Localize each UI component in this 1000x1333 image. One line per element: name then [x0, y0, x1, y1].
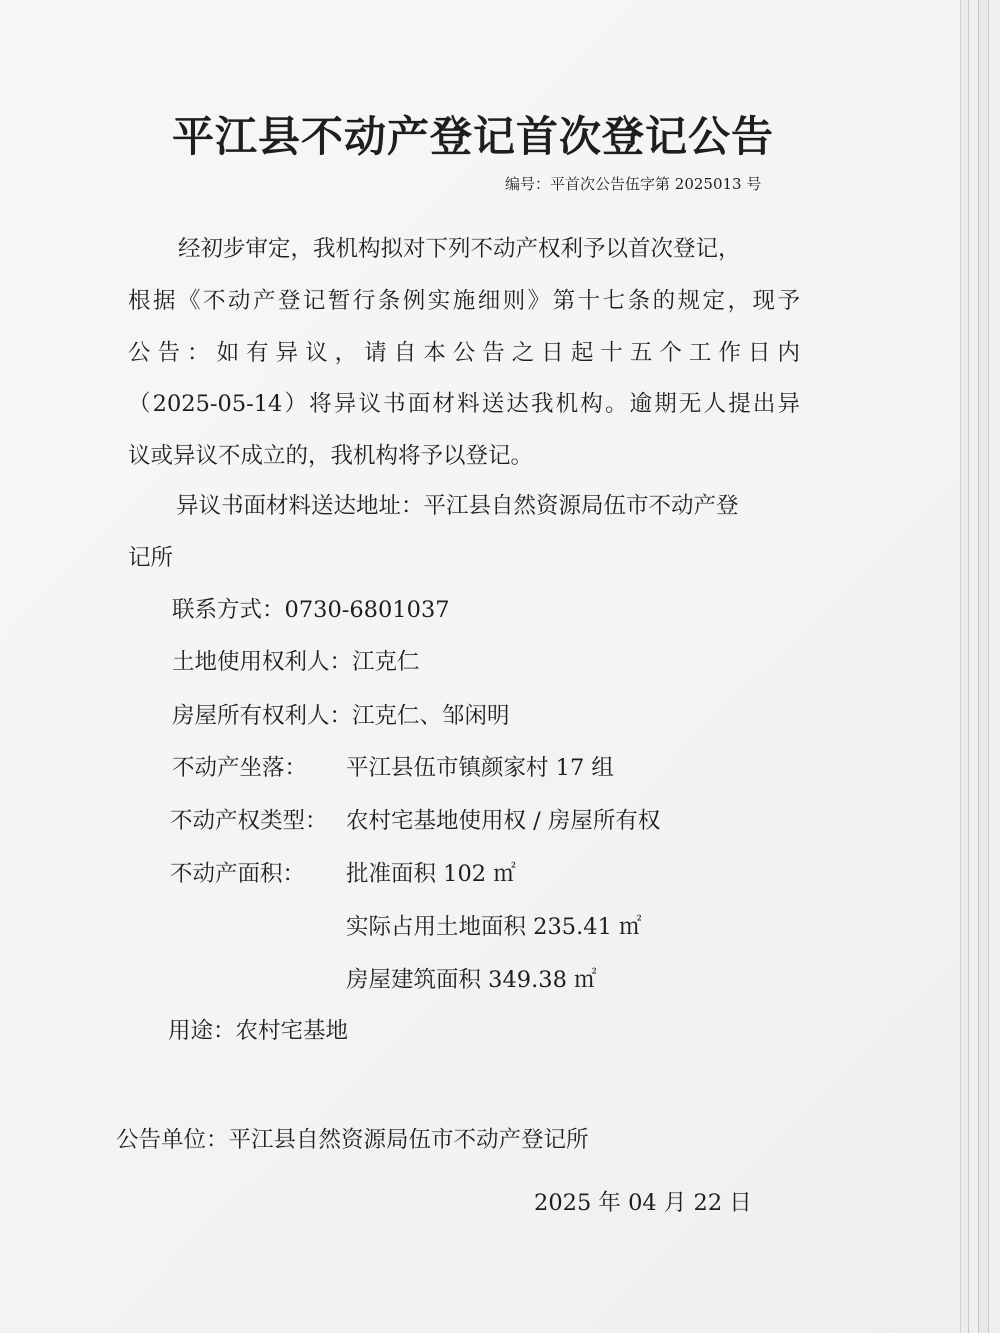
right-type-value: 农村宅基地使用权 / 房屋所有权 — [346, 808, 661, 834]
right-type-label: 不动产权类型： — [170, 808, 328, 834]
building-area: 房屋建筑面积 349.38 ㎡ — [346, 967, 597, 993]
paragraph-line-4: （2025-05-14）将异议书面材料送达我机构。逾期无人提出异 — [128, 391, 800, 417]
address-line-1: 异议书面材料送达地址：平江县自然资源局伍市不动产登 — [176, 493, 739, 519]
location-label: 不动产坐落： — [172, 755, 308, 781]
area-label: 不动产面积： — [170, 861, 306, 887]
address-line-2: 记所 — [128, 545, 174, 571]
paragraph-line-5: 议或异议不成立的，我机构将予以登记。 — [128, 443, 534, 469]
document-number: 编号：平首次公告伍字第 2025013 号 — [505, 175, 762, 193]
location-value: 平江县伍市镇颜家村 17 组 — [346, 755, 614, 781]
paper-stack-edge — [988, 0, 1000, 1333]
house-owner: 房屋所有权利人：江克仁、邹闲明 — [172, 703, 510, 729]
occupied-land-area: 实际占用土地面积 235.41 ㎡ — [346, 914, 642, 940]
notice-title: 平江县不动产登记首次登记公告 — [172, 112, 775, 161]
contact-info: 联系方式：0730-6801037 — [172, 597, 450, 623]
land-right-holder: 土地使用权利人：江克仁 — [172, 649, 420, 675]
notice-date: 2025 年 04 月 22 日 — [534, 1190, 752, 1216]
approved-area: 批准面积 102 ㎡ — [346, 861, 516, 887]
issuing-unit: 公告单位：平江县自然资源局伍市不动产登记所 — [116, 1127, 589, 1153]
paragraph-line-2: 根据《不动产登记暂行条例实施细则》第十七条的规定，现予 — [128, 288, 800, 314]
paragraph-line-1: 经初步审定，我机构拟对下列不动产权利予以首次登记， — [178, 236, 741, 262]
usage: 用途：农村宅基地 — [168, 1018, 349, 1044]
paragraph-line-3: 公告：如有异议，请自本公告之日起十五个工作日内 — [128, 340, 800, 366]
